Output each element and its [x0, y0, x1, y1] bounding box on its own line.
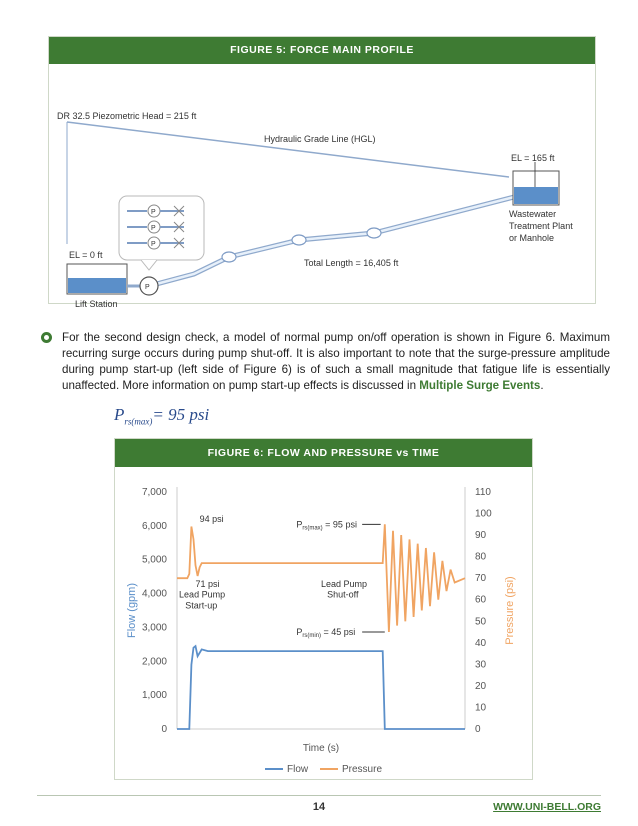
svg-text:P: P — [151, 209, 156, 216]
prs-max-formula: $P_{rs(max)}= 95$ psi — [114, 405, 210, 427]
y-tick-label: 5,000 — [141, 554, 167, 566]
y2-tick-label: 20 — [475, 680, 487, 692]
y-tick-label: 7,000 — [141, 487, 167, 498]
design-check-paragraph: For the second design check, a model of normal pump on/off operation is shown in Figure 6. Maximum recurring surge occurs during pump shut-off. It is also important to note that the surge-pressure amplitude during pump start-up (left side of Figure 6) is of such a small magnitude that fatigue life is essentially unaffected. More information on pump start-up effects is discussed in Multiple Surge Events. — [62, 331, 610, 392]
annotation-startup-1: Lead Pump — [179, 589, 226, 600]
wwtp-label-2: Treatment Plant — [509, 221, 573, 231]
page-number: 14 — [312, 801, 326, 813]
legend-flow-label: Flow — [287, 764, 309, 775]
air-valve-2 — [292, 235, 306, 245]
y2-tick-label: 110 — [475, 487, 491, 498]
y2-tick-label: 40 — [475, 637, 487, 649]
y2-tick-label: 0 — [475, 724, 481, 735]
y-tick-label: 6,000 — [141, 520, 167, 532]
bullet-icon — [41, 332, 52, 343]
air-valve-1 — [222, 252, 236, 262]
website-link[interactable]: WWW.UNI-BELL.ORG — [493, 801, 601, 813]
y-tick-label: 0 — [161, 724, 167, 735]
y2-tick-label: 10 — [475, 702, 487, 714]
y-tick-label: 2,000 — [141, 656, 167, 668]
el-top-label: EL = 165 ft — [511, 153, 555, 163]
figure-6 — [114, 438, 533, 780]
annotation-71psi: 71 psi — [195, 578, 220, 589]
el-bottom-label: EL = 0 ft — [69, 250, 103, 260]
y-tick-label: 1,000 — [141, 690, 167, 702]
y-tick-label: 4,000 — [141, 588, 167, 600]
annotation-prs-min: $P_{rs(min)} = 45$ psi — [296, 627, 356, 640]
y-tick-label: 3,000 — [141, 622, 167, 634]
y2-axis-label: Pressure (psi) — [504, 576, 516, 645]
svg-text:P: P — [145, 284, 150, 291]
lift-station-label: Lift Station — [75, 299, 118, 309]
y-axis-label: Flow (gpm) — [126, 582, 138, 639]
y2-tick-label: 60 — [475, 594, 487, 606]
series-flow-line — [177, 646, 465, 729]
paragraph-text: For the second design check, a model of normal pump on/off operation is shown in Figure 6. Maximum recurring surge occurs during pump shut-off. It is also important to note that the surge-pressure amplitude during pump start-up (left side of Figure 6) is of such a small magnitude that fatigue life is essentially unaffected. More information on pump start-up effects is discussed in — [62, 331, 610, 392]
piezometric-label: DR 32.5 Piezometric Head = 215 ft — [57, 111, 197, 121]
y2-tick-label: 50 — [475, 616, 487, 628]
wwtp-label-3: or Manhole — [509, 233, 555, 243]
y2-tick-label: 70 — [475, 573, 487, 585]
multiple-surge-events-link[interactable]: Multiple Surge Events — [419, 379, 541, 392]
legend-pressure-label: Pressure — [342, 764, 383, 775]
force-main-diagram — [49, 64, 595, 309]
y2-tick-label: 100 — [475, 508, 492, 520]
footer-divider — [37, 795, 601, 796]
figure-6-title: FIGURE 6: FLOW AND PRESSURE vs TIME — [115, 439, 532, 467]
pump-array — [127, 205, 184, 249]
figure-5 — [48, 36, 596, 309]
wwtp-label-1: Wastewater — [509, 209, 557, 219]
svg-text:P: P — [151, 225, 156, 232]
x-axis-label: Time (s) — [302, 743, 340, 754]
hgl-label: Hydraulic Grade Line (HGL) — [264, 134, 376, 144]
air-valve-3 — [367, 228, 381, 238]
annotation-prs-max: $P_{rs(max)} = 95$ psi — [296, 519, 357, 532]
annotation-94psi: 94 psi — [199, 514, 224, 525]
y2-tick-label: 80 — [475, 551, 487, 563]
hgl-line — [67, 122, 509, 177]
flow-pressure-chart — [115, 467, 532, 779]
figure-5-title: FIGURE 5: FORCE MAIN PROFILE — [49, 37, 595, 64]
y2-tick-label: 30 — [475, 659, 487, 671]
svg-text:P: P — [151, 241, 156, 248]
total-length-label: Total Length = 16,405 ft — [304, 258, 399, 268]
annotation-shutoff-2: Shut-off — [327, 589, 359, 600]
annotation-startup-2: Start-up — [185, 600, 218, 611]
annotation-shutoff-1: Lead Pump — [321, 578, 368, 589]
y2-tick-label: 90 — [475, 530, 487, 542]
